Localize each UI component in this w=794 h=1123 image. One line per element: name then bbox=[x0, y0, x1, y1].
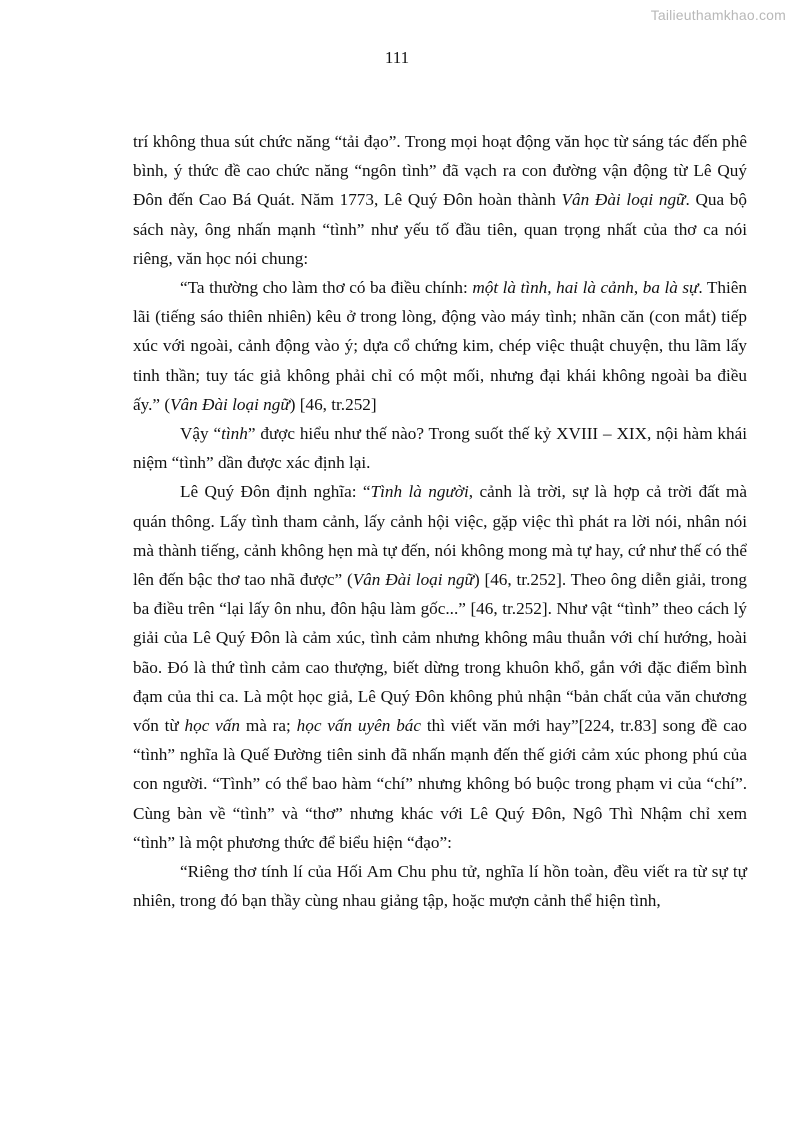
page-number: 111 bbox=[384, 48, 410, 67]
paragraph-3: Lê Quý Đôn định nghĩa: “Tình là người, cảnh là trời, sự là hợp cả trời đất mà quán thông. Lấy tình tham cảnh, lấy cảnh hội việc, gặp việc thì phát ra lời nói, nhân nói mà thành tiếng, cảnh không hẹn mà tự đến, nói không mong mà tự hay, cứ như thế có thể lên đến bậc thơ tao nhã được” (Vân Đài loại ngữ) [46, tr.252]. Theo ông diễn giải, trong ba điều trên “lại lấy ôn nhu, đôn hậu làm gốc...” [46, tr.252]. Như vật “tình” theo cách lý giải của Lê Quý Đôn là cảm xúc, tình cảm nhưng không mâu thuẫn với chí hướng, hoài bão. Đó là thứ tình cảm cao thượng, biết dừng trong khuôn khổ, gắn với đặc điểm bình đạm của thi ca. Là một học giả, Lê Quý Đôn không phủ nhận “bản chất của văn chương vốn từ học vấn mà ra; học vấn uyên bác thì viết văn mới hay”[224, tr.83] song đề cao “tình” nghĩa là Quế Đường tiên sinh đã nhấn mạnh đến thế giới cảm xúc phong phú của con người. “Tình” có thể bao hàm “chí” nhưng không bó buộc trong phạm vi của “chí”. Cùng bàn về “tình” và “thơ” nhưng khác với Lê Quý Đôn, Ngô Thì Nhậm chỉ xem “tình” là một phương thức để biểu hiện “đạo”: bbox=[133, 482, 748, 852]
paragraph-2: Vậy “tình” được hiểu như thế nào? Trong suốt thế kỷ XVIII – XIX, nội hàm khái niệm “tình” dần được xác định lại. bbox=[133, 424, 748, 473]
paragraph-1: trí không thua sút chức năng “tải đạo”. Trong mọi hoạt động văn học từ sáng tác đến phê bình, ý thức đề cao chức năng “ngôn tình” đã vạch ra con đường vận động từ Lê Quý Đôn đến Cao Bá Quát. Năm 1773, Lê Quý Đôn hoàn thành Vân Đài loại ngữ. Qua bộ sách này, ông nhấn mạnh “tình” như yếu tố đầu tiên, quan trọng nhất của thơ ca nói riêng, văn học nói chung: bbox=[133, 132, 747, 268]
page-body bbox=[133, 127, 747, 915]
watermark: Tailieuthamkhao.com bbox=[650, 7, 786, 23]
quote-paragraph-2: “Riêng thơ tính lí của Hối Am Chu phu tử, nghĩa lí hồn toàn, đều viết ra từ sự tự nhiên, trong đó bạn thầy cùng nhau giảng tập, hoặc mượn cảnh thể hiện tình, bbox=[133, 862, 747, 911]
quote-paragraph-1: “Ta thường cho làm thơ có ba điều chính: một là tình, hai là cảnh, ba là sự. Thiên lãi (tiếng sáo thiên nhiên) kêu ở trong lòng, động vào máy tình; nhãn căn (con mắt) tiếp xúc với ngoài, cảnh động vào ý; dựa cổ chứng kim, chép việc thuật chuyện, thu lãm lấy tinh thần; tuy tác giả không phải chỉ có một mối, nhưng đại khái không ngoài ba điều ấy.” (Vân Đài loại ngữ) [46, tr.252] bbox=[133, 278, 748, 414]
